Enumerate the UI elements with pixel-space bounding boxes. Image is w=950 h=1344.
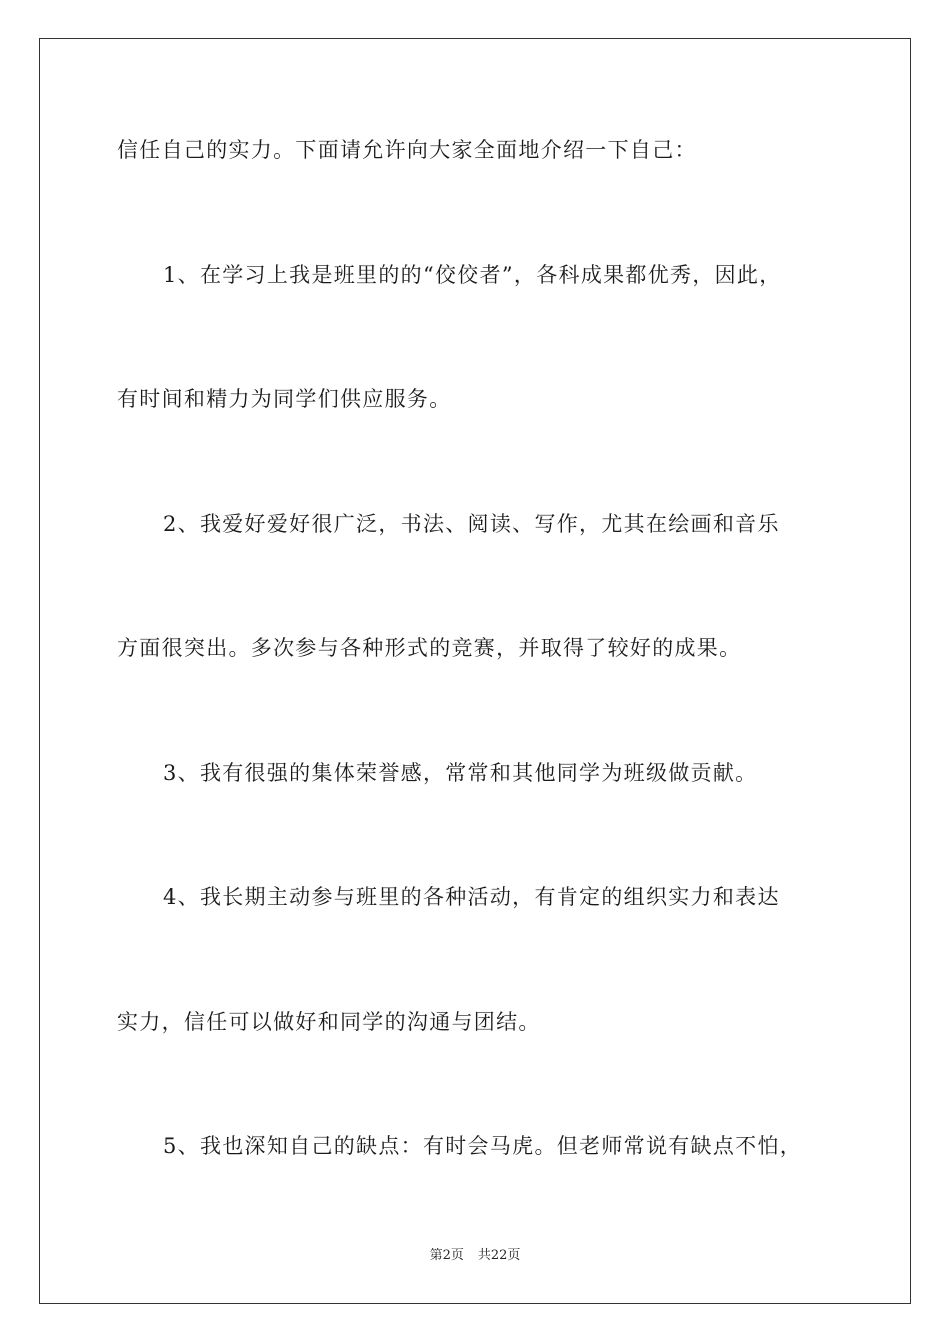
page-footer bbox=[0, 1247, 950, 1265]
page-border bbox=[39, 38, 911, 1304]
page-number-current: 第2页 bbox=[429, 1248, 464, 1263]
body-line-2: 1、在学习上我是班里的的“佼佼者”，各科成果都优秀，因此， bbox=[163, 263, 782, 287]
body-line-5: 方面很突出。多次参与各种形式的竞赛，并取得了较好的成果。 bbox=[117, 636, 742, 660]
body-line-3: 有时间和精力为同学们供应服务。 bbox=[117, 387, 452, 411]
body-line-1: 信任自己的实力。下面请允许向大家全面地介绍一下自己： bbox=[117, 138, 697, 162]
page-number-total: 共22页 bbox=[477, 1248, 521, 1263]
body-line-7: 4、我长期主动参与班里的各种活动，有肯定的组织实力和表达 bbox=[163, 885, 780, 909]
body-line-6: 3、我有很强的集体荣誉感，常常和其他同学为班级做贡献。 bbox=[163, 761, 758, 785]
body-line-8: 实力，信任可以做好和同学的沟通与团结。 bbox=[117, 1010, 541, 1034]
body-line-9: 5、我也深知自己的缺点：有时会马虎。但老师常说有缺点不怕， bbox=[163, 1134, 803, 1158]
body-line-4: 2、我爱好爱好很广泛，书法、阅读、写作，尤其在绘画和音乐 bbox=[163, 512, 780, 536]
